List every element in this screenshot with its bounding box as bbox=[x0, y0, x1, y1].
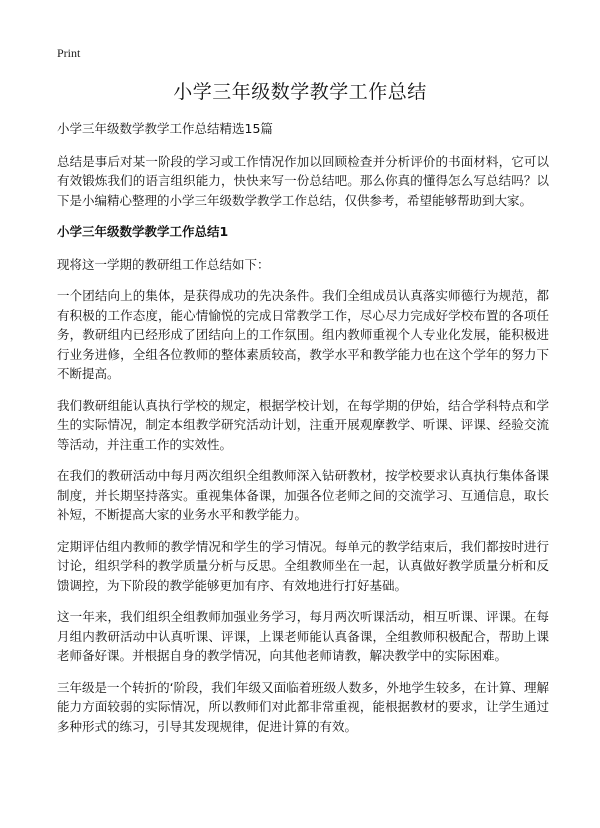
section-heading: 小学三年级数学教学工作总结1 bbox=[57, 224, 229, 239]
body-paragraph: 这一年来，我们组织全组教师加强业务学习，每月两次听课活动，相互听课、评课。在每月组内教研活动中认真听课、评课，上课老师能认真备课，全组教师积极配合，帮助上课老师备好课。并根据自身的教学情况，向其他老师请教，解决教学中的实际困难。 bbox=[57, 609, 549, 663]
body-paragraph: 三年级是一个转折的‘阶段，我们年级又面临着班级人数多，外地学生较多，在计算、理解能力方面较弱的实际情况，所以教师们对此都非常重视，能根据教材的要求，让学生通过多种形式的练习，引导其发现规律，促进计算的有效。 bbox=[57, 679, 549, 734]
document-subtitle: 小学三年级数学教学工作总结精选15篇 bbox=[57, 121, 273, 136]
body-paragraph: 我们教研组能认真执行学校的规定，根据学校计划，在每学期的伊始，结合学科特点和学生的实际情况，制定本组教学研究活动计划，注重开展观摩教学、听课、评课、经验交流等活动，并注重工作的实效性。 bbox=[57, 397, 549, 452]
body-paragraph: 现将这一学期的教研组工作总结如下： bbox=[57, 256, 270, 272]
document-body bbox=[57, 119, 549, 748]
intro-paragraph: 总结是事后对某一阶段的学习或工作情况作加以回顾检查并分析评价的书面材料，它可以有效锻炼我们的语言组织能力，快快来写一份总结吧。那么你真的懂得怎么写总结吗？以下是小编精心整理的小学三年级数学教学工作总结，仅供参考，希望能够帮助到大家。 bbox=[57, 153, 549, 208]
body-paragraph: 在我们的教研活动中每月两次组织全组教师深入钻研教材，按学校要求认真执行集体备课制度，并长期坚持落实。重视集体备课，加强各位老师之间的交流学习、互通信息，取长补短，不断提高大家的业务水平和教学能力。 bbox=[57, 468, 549, 522]
body-paragraph: 定期评估组内教师的教学情况和学生的学习情况。每单元的教学结束后，我们都按时进行讨论，组织学科的教学质量分析与反思。全组教师坐在一起，认真做好教学质量分析和反馈调控，为下阶段的教学能够更加有序、有效地进行打好基础。 bbox=[57, 538, 549, 593]
page-title: 小学三年级数学教学工作总结 bbox=[173, 81, 427, 103]
print-link[interactable]: Print bbox=[57, 46, 81, 60]
body-paragraph: 一个团结向上的集体，是获得成功的先决条件。我们全组成员认真落实师德行为规范，都有积极的工作态度，能心情愉悦的完成日常教学工作，尽心尽力完成好学校布置的各项任务，教研组内已经形成了团结向上的工作氛围。组内教师重视个人专业化发展，能积极进行业务进修，全组各位教师的整体素质较高，教学水平和教学能力也在这个学年的努力下不断提高。 bbox=[57, 288, 549, 381]
